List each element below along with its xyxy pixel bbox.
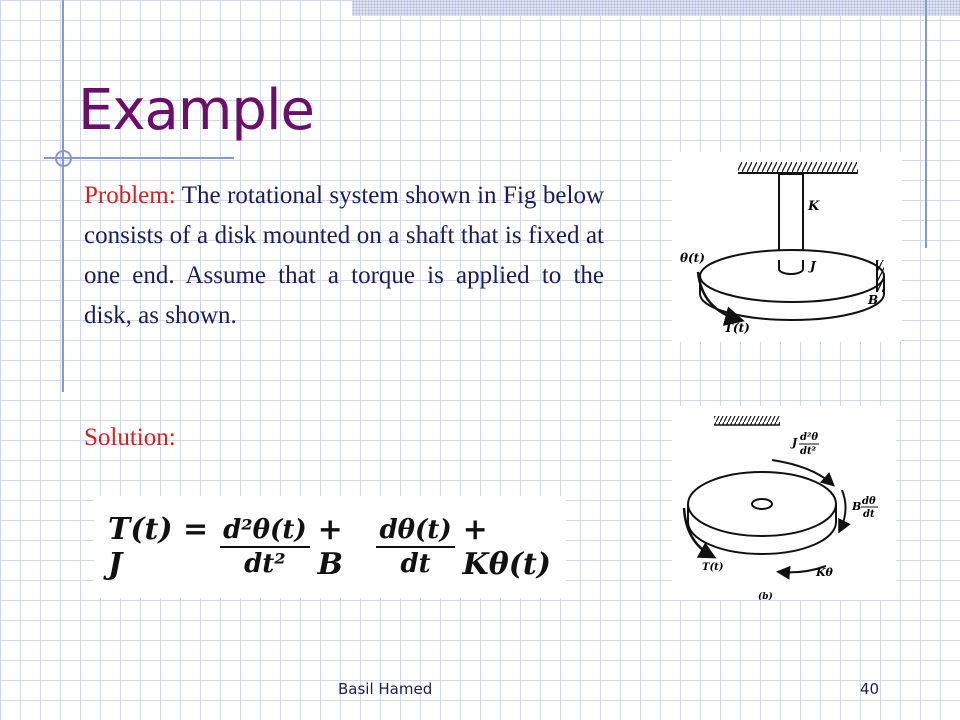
label-j: J — [810, 259, 816, 273]
fraction-1-numerator: d²θ(t) — [220, 517, 310, 548]
label-j-denominator: dt² — [800, 446, 816, 457]
label-b: B — [852, 500, 862, 513]
disk-top — [700, 250, 884, 302]
slide-title: Example — [78, 78, 314, 143]
equation-image — [94, 496, 566, 598]
label-sub-b: (b) — [758, 592, 773, 600]
figure-b-drawing — [672, 406, 896, 600]
bullet-circle-ornament — [55, 150, 72, 167]
equation-tail: + Kθ(t) — [462, 512, 551, 582]
title-underline-rule — [44, 157, 234, 159]
problem-text: The rotational system shown in Fig below consists of a disk mounted on a shaft that is fixed at one end. Assume that a torque is applied to the disk, as shown. — [84, 182, 604, 329]
rotational-system-figure-a — [672, 152, 902, 342]
equation-lhs: T(t) = J — [108, 512, 209, 582]
label-b-denominator: dt — [863, 509, 875, 520]
fraction-1-denominator: dt² — [244, 549, 286, 579]
label-torque: T(t) — [724, 321, 750, 335]
left-vertical-rule — [62, 0, 64, 392]
equation-fraction-2 — [376, 517, 454, 577]
ceiling-hatch — [714, 416, 780, 425]
label-j-numerator: d²θ — [800, 432, 819, 443]
equation-plus-b: + B — [317, 512, 343, 582]
label-k-theta: Kθ — [816, 566, 833, 579]
label-b-numerator: dθ — [862, 496, 876, 507]
shaft-hole — [752, 499, 772, 509]
free-body-figure-b — [672, 406, 896, 600]
figure-a-drawing — [672, 152, 902, 342]
label-k: K — [808, 199, 820, 214]
fraction-2-denominator: dt — [400, 549, 431, 579]
damping-arrow — [840, 490, 846, 530]
solution-label: Solution: — [84, 424, 176, 451]
right-vertical-rule — [925, 0, 927, 248]
fraction-2-numerator: dθ(t) — [376, 517, 454, 548]
top-decorative-band — [352, 0, 960, 16]
footer-author: Basil Hamed — [338, 680, 433, 698]
label-theta: θ(t) — [680, 251, 705, 265]
label-b: B — [868, 293, 879, 307]
ceiling-hatch — [738, 162, 858, 173]
shaft-base — [779, 260, 803, 274]
equation-fraction-1 — [220, 517, 310, 577]
footer-page-number: 40 — [860, 680, 880, 698]
damper-hatch — [878, 260, 884, 292]
label-j: J — [792, 436, 798, 449]
problem-label: Problem: — [84, 182, 176, 209]
label-torque: T(t) — [702, 562, 724, 573]
problem-paragraph — [84, 176, 604, 336]
equation-row — [108, 496, 566, 598]
